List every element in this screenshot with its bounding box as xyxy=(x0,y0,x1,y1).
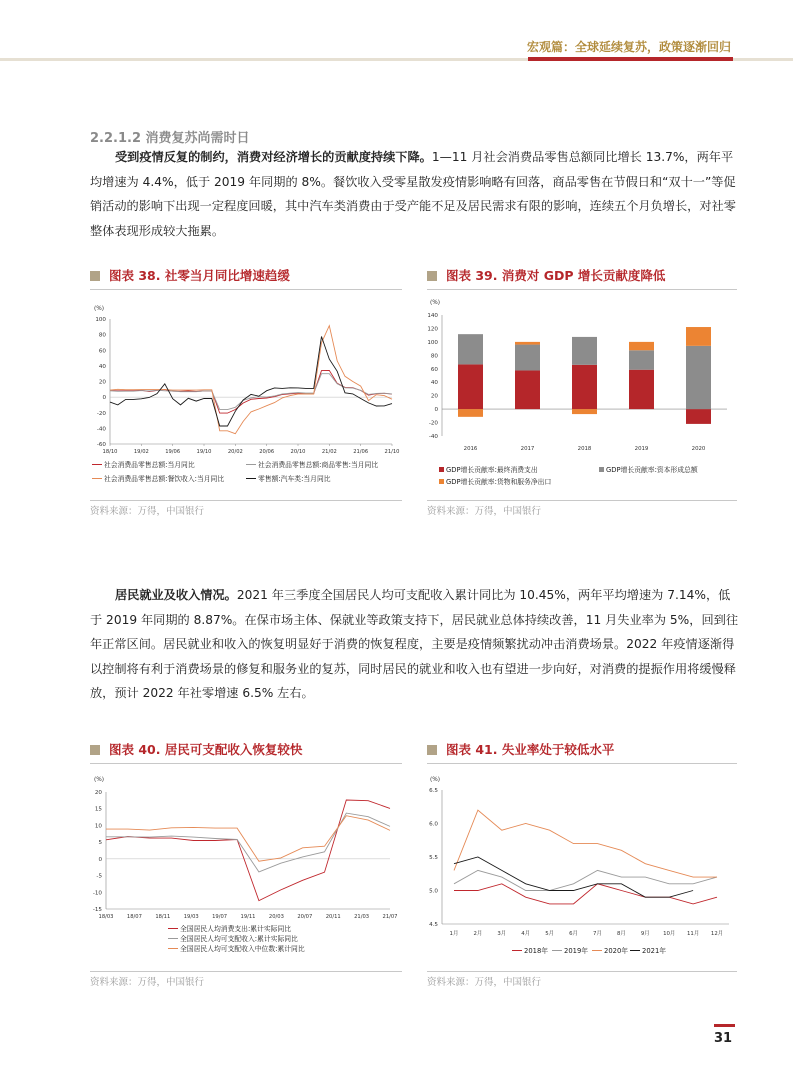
y-tick-label: 140 xyxy=(427,313,438,319)
y-tick-label: 0 xyxy=(98,856,102,863)
y-tick-label: 100 xyxy=(427,339,438,346)
figure-38-source: 资料来源：万得，中国银行 xyxy=(90,506,205,517)
y-tick-label: 120 xyxy=(427,326,438,333)
bar-segment xyxy=(515,345,540,371)
bar-segment xyxy=(458,409,483,417)
bar-segment xyxy=(572,337,597,365)
x-tick-label: 18/07 xyxy=(126,914,142,920)
x-tick-label: 20/07 xyxy=(297,914,313,920)
y-tick-label: -20 xyxy=(96,410,106,417)
figure-41-chart xyxy=(427,772,737,972)
y-tick-label: -40 xyxy=(96,426,106,433)
legend-label: 全国居民人均可支配收入:累计实际同比 xyxy=(180,935,298,943)
x-tick-label: 20/06 xyxy=(259,449,275,455)
paragraph-consumption-body: 1—11 月社会消费品零售总额同比增长 13.7%，两年平均增速为 4.4%，低于 2019 年同期的 8%。餐饮收入受零星散发疫情影响略有回落，商品零售在节假日和“双十一”等促销活动的影响下出现一定程度回暖，其中汽车类消费由于受产能不足及居民需求有限的影响，连续五个月负增长，对社零整体表现形成较大拖累。 xyxy=(90,150,736,238)
y-tick-label: 5.0 xyxy=(429,888,438,895)
legend-label: 社会消费品零售总额:当月同比 xyxy=(104,461,195,469)
y-tick-label: 4.5 xyxy=(429,922,438,928)
y-tick-label: 20 xyxy=(430,393,438,400)
y-tick-label: -60 xyxy=(96,442,106,448)
y-tick-label: 100 xyxy=(95,317,106,323)
figure-39-title-text: 图表 39. 消费对 GDP 增长贡献度降低 xyxy=(446,268,666,283)
paragraph-income-body: 2021 年三季度全国居民人均可支配收入累计同比为 10.45%，两年平均增速为 7.14%，低于 2019 年同期的 8.87%。在保市场主体、保就业等政策支持下，居民就业总体持续改善，11 月失业率为 5%，回到往年正常区间。居民就业和收入的恢复明显好于消费的恢复程度，主要是疫情频繁扰动冲击消费场景。2022 年疫情逐渐得以控制将有利于消费场景的修复和服务业的复苏，同时居民的就业和收入也有望进一步向好，对消费的提振作用将缓慢释放，预计 2022 年社零增速 6.5% 左右。 xyxy=(90,588,739,700)
y-tick-label: -40 xyxy=(428,434,438,440)
legend-label: 2019年 xyxy=(564,947,589,955)
series-line xyxy=(110,370,392,413)
figure-41-bottom-rule xyxy=(427,971,737,972)
figure-41-title-text: 图表 41. 失业率处于较低水平 xyxy=(446,742,615,757)
legend-swatch xyxy=(439,467,444,472)
figure-38-bottom-rule xyxy=(90,500,402,501)
x-tick-label: 6月 xyxy=(569,931,578,937)
figure-38-chart xyxy=(90,300,402,500)
figure-38-title-text: 图表 38. 社零当月同比增速趋缓 xyxy=(109,268,290,283)
chart-39-svg xyxy=(427,300,737,500)
x-tick-label: 20/02 xyxy=(227,449,243,455)
legend-label: 全国居民人均消费支出:累计实际同比 xyxy=(180,925,292,933)
figure-40-top-rule xyxy=(90,763,402,764)
x-tick-label: 18/11 xyxy=(155,914,171,920)
series-line xyxy=(454,810,717,877)
x-tick-label: 12月 xyxy=(710,931,724,937)
x-tick-label: 2017 xyxy=(520,446,535,452)
page-number-accent xyxy=(714,1024,735,1027)
figure-40-source: 资料来源：万得，中国银行 xyxy=(90,977,205,988)
unit-label: (%) xyxy=(430,777,441,783)
section-heading: 2.2.1.2 消费复苏尚需时日 xyxy=(90,131,250,146)
x-tick-label: 19/06 xyxy=(165,449,181,455)
y-tick-label: 15 xyxy=(94,806,102,813)
x-tick-label: 10月 xyxy=(663,931,676,937)
x-tick-label: 2月 xyxy=(473,931,483,937)
chart-38-svg xyxy=(90,300,402,500)
figure-39-chart xyxy=(427,300,737,500)
x-tick-label: 21/07 xyxy=(382,914,398,920)
legend-label: GDP增长贡献率:最终消费支出 xyxy=(446,466,538,474)
x-tick-label: 21/06 xyxy=(353,449,369,455)
x-tick-label: 21/03 xyxy=(354,914,370,920)
x-tick-label: 18/10 xyxy=(102,449,118,455)
figure-38-title xyxy=(90,266,290,284)
figure-40-title xyxy=(90,740,302,758)
legend-label: 2021年 xyxy=(642,947,667,955)
series-line xyxy=(106,800,390,901)
x-tick-label: 9月 xyxy=(640,931,650,937)
legend-label: 2018年 xyxy=(524,947,549,955)
figure-marker-icon xyxy=(90,745,100,755)
paragraph-consumption-lead: 受到疫情反复的制约，消费对经济增长的贡献度持续下降。 xyxy=(115,150,432,164)
paragraph-consumption xyxy=(90,145,738,243)
chart-41-svg xyxy=(427,772,737,972)
y-tick-label: -20 xyxy=(428,420,438,427)
y-tick-label: 0 xyxy=(102,395,106,402)
y-tick-label: 6.0 xyxy=(429,821,438,828)
y-tick-label: 40 xyxy=(98,363,106,370)
figure-40-chart xyxy=(90,772,402,972)
figure-40-title-text: 图表 40. 居民可支配收入恢复较快 xyxy=(109,742,303,757)
x-tick-label: 5月 xyxy=(545,931,555,937)
bar-segment xyxy=(629,342,654,350)
legend-label: 社会消费品零售总额:餐饮收入:当月同比 xyxy=(104,475,225,483)
bar-segment xyxy=(515,342,540,345)
x-tick-label: 19/03 xyxy=(183,914,199,920)
x-tick-label: 2016 xyxy=(463,446,478,452)
bar-segment xyxy=(572,409,597,414)
bar-segment xyxy=(515,370,540,409)
unit-label: (%) xyxy=(430,300,441,306)
bar-segment xyxy=(686,327,711,346)
paragraph-income xyxy=(90,583,738,706)
legend-swatch xyxy=(599,467,604,472)
x-tick-label: 19/07 xyxy=(212,914,228,920)
unit-label: (%) xyxy=(94,306,105,312)
figure-39-bottom-rule xyxy=(427,500,737,501)
legend-label: GDP增长贡献率:资本形成总额 xyxy=(606,466,698,474)
y-tick-label: 6.5 xyxy=(429,788,438,794)
y-tick-label: -5 xyxy=(96,873,102,880)
x-tick-label: 18/03 xyxy=(98,914,114,920)
header-title: 宏观篇：全球延续复苏，政策逐渐回归 xyxy=(526,40,731,54)
x-tick-label: 20/10 xyxy=(290,449,306,455)
figure-41-source: 资料来源：万得，中国银行 xyxy=(427,977,542,988)
y-tick-label: 5 xyxy=(98,840,102,847)
figure-40-bottom-rule xyxy=(90,971,402,972)
x-tick-label: 21/02 xyxy=(321,449,337,455)
y-tick-label: -10 xyxy=(92,890,102,897)
x-tick-label: 3月 xyxy=(497,931,507,937)
bar-segment xyxy=(629,350,654,369)
series-line xyxy=(110,326,392,434)
bar-segment xyxy=(458,334,483,364)
bar-segment xyxy=(686,346,711,409)
figure-marker-icon xyxy=(427,745,437,755)
legend-label: 2020年 xyxy=(604,947,629,955)
bar-segment xyxy=(686,409,711,424)
page-number: 31 xyxy=(714,1031,733,1046)
y-tick-label: -15 xyxy=(92,907,102,913)
x-tick-label: 20/03 xyxy=(268,914,284,920)
legend-label: 社会消费品零售总额:商品零售:当月同比 xyxy=(258,461,379,469)
figure-39-title xyxy=(427,266,665,284)
y-tick-label: 20 xyxy=(98,379,106,386)
x-tick-label: 21/10 xyxy=(384,449,400,455)
x-tick-label: 7月 xyxy=(593,931,602,937)
y-tick-label: 20 xyxy=(94,790,102,796)
x-tick-label: 8月 xyxy=(616,931,626,937)
legend-label: 零售额:汽车类:当月同比 xyxy=(258,475,331,483)
y-tick-label: 60 xyxy=(430,366,438,373)
y-tick-label: 0 xyxy=(434,407,438,414)
figure-39-source: 资料来源：万得，中国银行 xyxy=(427,506,542,517)
figure-39-top-rule xyxy=(427,289,737,290)
x-tick-label: 19/10 xyxy=(196,449,212,455)
x-tick-label: 20/11 xyxy=(325,914,341,920)
y-tick-label: 60 xyxy=(98,348,106,355)
paragraph-income-lead: 居民就业及收入情况。 xyxy=(115,588,237,602)
x-tick-label: 2019 xyxy=(634,446,649,452)
figure-marker-icon xyxy=(427,271,437,281)
bar-segment xyxy=(629,370,654,409)
figure-41-top-rule xyxy=(427,763,737,764)
figure-marker-icon xyxy=(90,271,100,281)
y-tick-label: 80 xyxy=(430,353,438,360)
x-tick-label: 11月 xyxy=(686,931,700,937)
x-tick-label: 19/11 xyxy=(240,914,256,920)
legend-label: GDP增长贡献率:货物和服务净出口 xyxy=(446,478,552,486)
y-tick-label: 80 xyxy=(98,332,106,339)
series-line xyxy=(454,857,693,897)
figure-41-title xyxy=(427,740,614,758)
x-tick-label: 2018 xyxy=(577,446,592,452)
y-tick-label: 5.5 xyxy=(429,855,438,861)
x-tick-label: 19/02 xyxy=(133,449,149,455)
y-tick-label: 40 xyxy=(430,380,438,387)
x-tick-label: 2020 xyxy=(691,446,706,452)
unit-label: (%) xyxy=(94,777,105,783)
header-accent-bar xyxy=(528,57,733,61)
bar-segment xyxy=(572,365,597,409)
figure-38-top-rule xyxy=(90,289,402,290)
y-tick-label: 10 xyxy=(94,823,102,830)
chart-40-svg xyxy=(90,772,402,972)
x-tick-label: 4月 xyxy=(521,931,531,937)
legend-swatch xyxy=(439,479,444,484)
bar-segment xyxy=(458,364,483,409)
x-tick-label: 1月 xyxy=(449,931,459,937)
legend-label: 全国居民人均可支配收入中位数:累计同比 xyxy=(180,945,305,953)
series-line xyxy=(106,813,390,872)
